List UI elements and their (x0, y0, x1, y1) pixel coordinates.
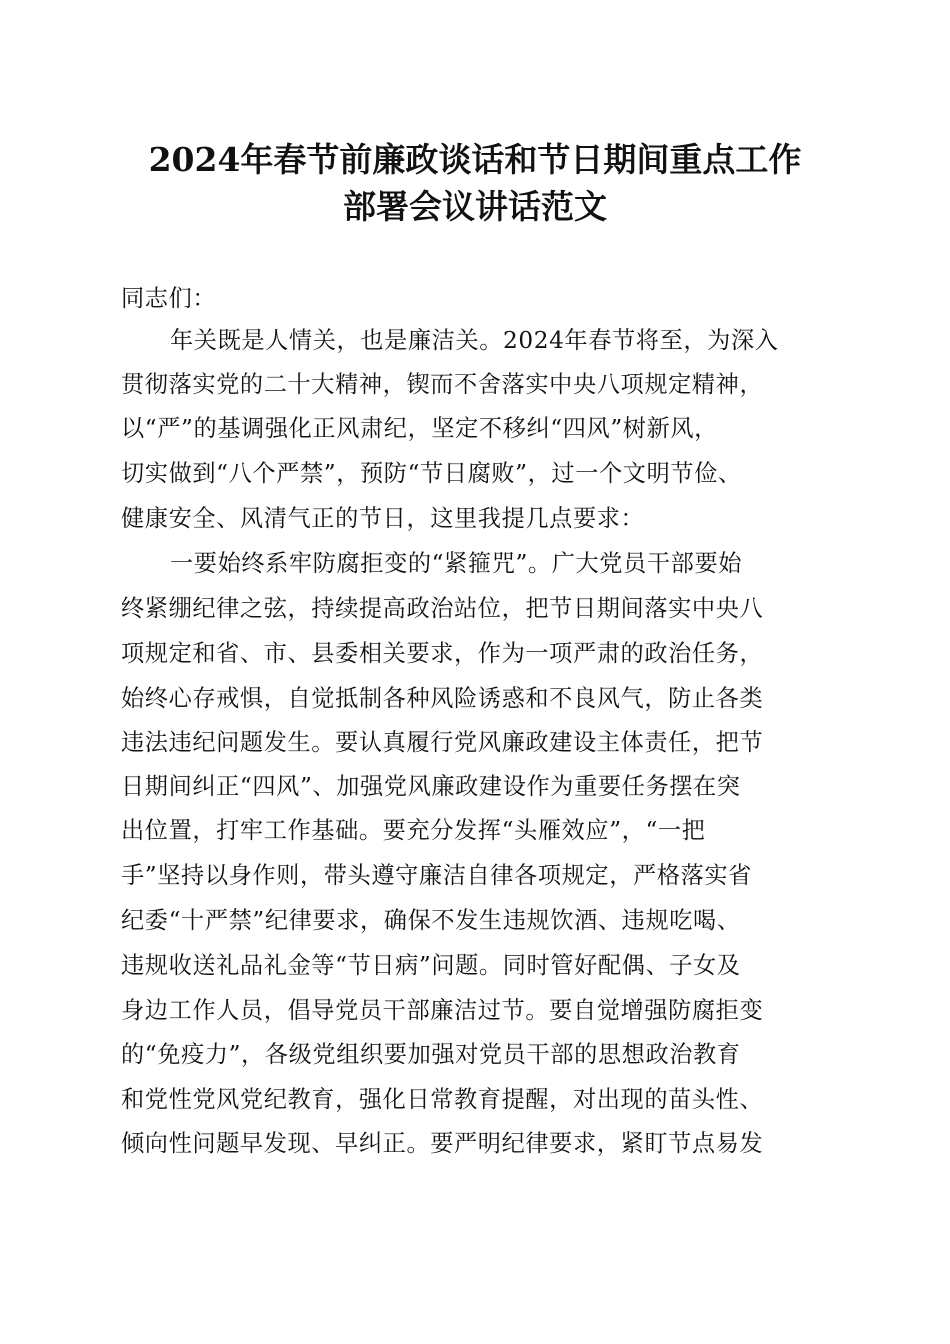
paragraph-line: 项规定和省、市、县委相关要求，作为一项严肃的政治任务， (121, 640, 764, 667)
paragraph-line: 和党性党风党纪教育，强化日常教育提醒，对出现的苗头性、 (121, 1086, 764, 1113)
paragraph-line: 日期间纠正“四风”、加强党风廉政建设作为重要任务摆在突 (121, 773, 741, 800)
paragraph-line: 倾向性问题早发现、早纠正。要严明纪律要求，紧盯节点易发 (121, 1130, 764, 1157)
paragraph-line: 贯彻落实党的二十大精神，锲而不舍落实中央八项规定精神， (121, 371, 764, 398)
document-title-line-1: 2024年春节前廉政谈话和节日期间重点工作 (148, 140, 802, 179)
paragraph-line: 终紧绷纪律之弦，持续提高政治站位，把节日期间落实中央八 (121, 595, 764, 622)
paragraph-line: 健康安全、风清气正的节日，这里我提几点要求： (121, 505, 645, 532)
paragraph-line: 违法违纪问题发生。要认真履行党风廉政建设主体责任，把节 (121, 729, 764, 756)
document-title-line-2: 部署会议讲话范文 (343, 187, 607, 226)
paragraph-line: 纪委“十严禁”纪律要求，确保不发生违规饮酒、违规吃喝、 (121, 907, 741, 934)
paragraph-line: 切实做到“八个严禁”，预防“节日腐败”，过一个文明节俭、 (121, 460, 742, 487)
paragraph-line: 的“免疫力”，各级党组织要加强对党员干部的思想政治教育 (121, 1041, 741, 1068)
paragraph-line: 以“严”的基调强化正风肃纪，坚定不移纠“四风”树新风， (121, 415, 718, 442)
paragraph-line: 身边工作人员，倡导党员干部廉洁过节。要自觉增强防腐拒变 (121, 997, 764, 1024)
paragraph-line: 年关既是人情关，也是廉洁关。2024年春节将至，为深入 (170, 327, 779, 354)
paragraph-line: 违规收送礼品礼金等“节日病”问题。同时管好配偶、子女及 (121, 952, 741, 979)
paragraph-line: 始终心存戒惧，自觉抵制各种风险诱惑和不良风气，防止各类 (121, 685, 764, 712)
salutation: 同志们： (121, 285, 217, 312)
paragraph-line: 一要始终系牢防腐拒变的“紧箍咒”。广大党员干部要始 (170, 550, 743, 577)
paragraph-line: 出位置，打牢工作基础。要充分发挥“头雁效应”，“一把 (121, 817, 706, 844)
paragraph-line: 手”坚持以身作则，带头遵守廉洁自律各项规定，严格落实省 (121, 862, 752, 889)
